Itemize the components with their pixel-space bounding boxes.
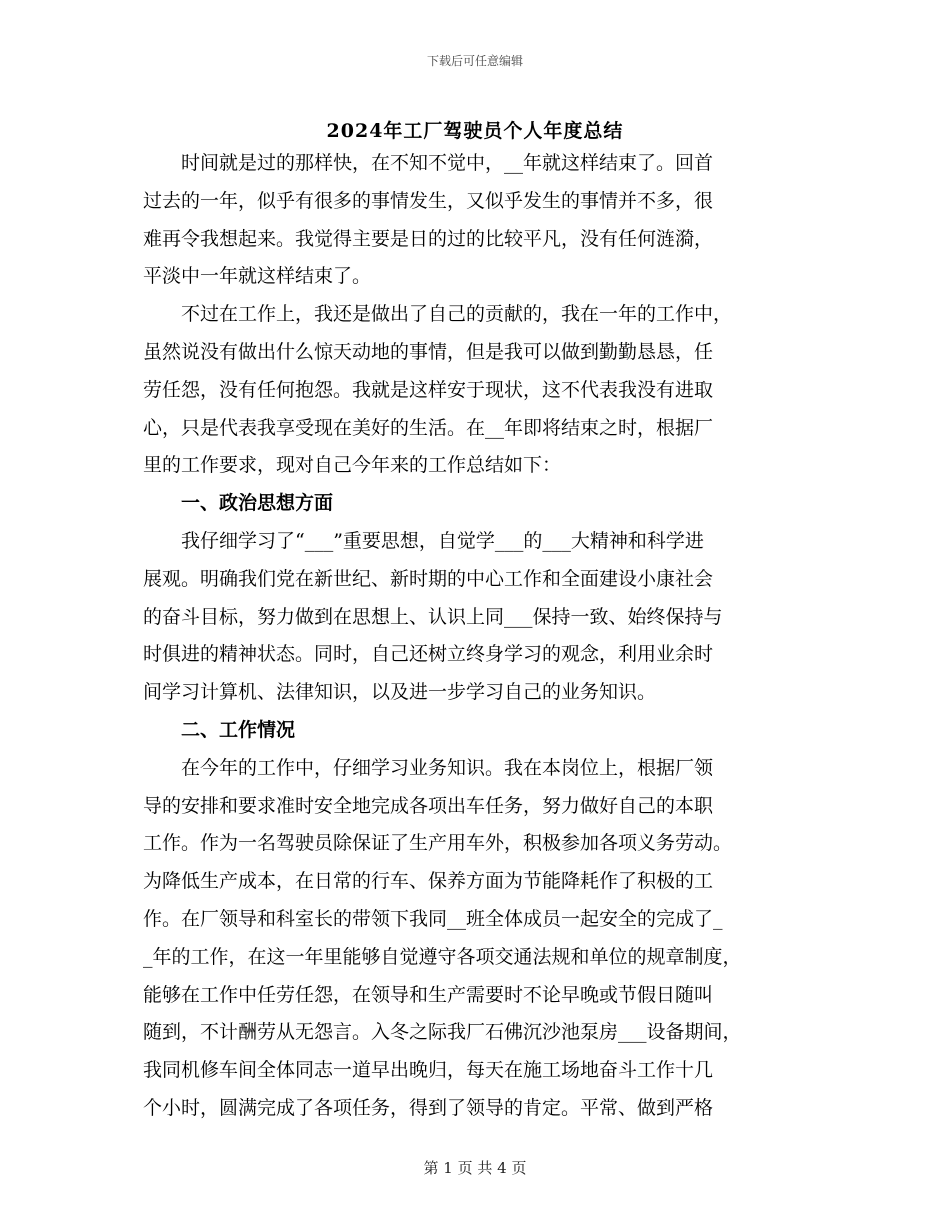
paragraph-line: 我仔细学习了“___”重要思想，自觉学___的___大精神和科学进 <box>181 529 704 552</box>
header-note: 下载后可任意编辑 <box>426 54 523 68</box>
paragraph-line: 作。在厂领导和科室长的带领下我同__班全体成员一起安全的完成了_ <box>143 907 723 930</box>
paragraph-line: 间学习计算机、法律知识，以及进一步学习自己的业务知识。 <box>143 681 657 704</box>
paragraph-line: 过去的一年，似乎有很多的事情发生，又似乎发生的事情并不多，很 <box>143 189 714 212</box>
paragraph-line: 心，只是代表我享受现在美好的生活。在__年即将结束之时，根据厂 <box>143 416 714 439</box>
paragraph-line: 个小时，圆满完成了各项任务，得到了领导的肯定。平常、做到严格 <box>143 1096 714 1119</box>
section-heading-work: 二、工作情况 <box>181 718 296 741</box>
paragraph-line: 我同机修车间全体同志一道早出晚归，每天在施工场地奋斗工作十几 <box>143 1059 714 1082</box>
paragraph-line: 展观。明确我们党在新世纪、新时期的中心工作和全面建设小康社会 <box>143 567 714 590</box>
paragraph-line: 为降低生产成本，在日常的行车、保养方面为节能降耗作了积极的工 <box>143 870 714 893</box>
paragraph-line: 随到，不计酬劳从无怨言。入冬之际我厂石佛沉沙池泵房___设备期间， <box>143 1021 742 1044</box>
paragraph-line: 时俱进的精神状态。同时，自己还树立终身学习的观念，利用业余时 <box>143 643 714 666</box>
paragraph-politics <box>143 523 815 712</box>
document-title: 2024年工厂驾驶员个人年度总结 <box>326 120 624 142</box>
paragraph-line: 能够在工作中任劳任怨，在领导和生产需要时不论早晚或节假日随叫 <box>143 983 714 1006</box>
page-footer: 第 1 页 共 4 页 <box>423 1159 527 1177</box>
document-body <box>143 145 815 1128</box>
paragraph-line: 在今年的工作中，仔细学习业务知识。我在本岗位上，根据厂领 <box>181 756 714 779</box>
paragraph-contribution <box>143 296 815 485</box>
paragraph-intro <box>143 145 815 296</box>
paragraph-line: 时间就是过的那样快，在不知不觉中，__年就这样结束了。回首 <box>181 152 714 174</box>
paragraph-work <box>143 750 815 1128</box>
paragraph-line: 里的工作要求，现对自己今年来的工作总结如下： <box>143 454 562 477</box>
paragraph-line: _年的工作，在这一年里能够自觉遵守各项交通法规和单位的规章制度， <box>143 945 742 968</box>
paragraph-line: 工作。作为一名驾驶员除保证了生产用车外，积极参加各项义务劳动。 <box>143 832 733 855</box>
paragraph-line: 虽然说没有做出什么惊天动地的事情，但是我可以做到勤勤恳恳，任 <box>143 340 714 363</box>
section-heading-politics: 一、政治思想方面 <box>181 492 334 515</box>
paragraph-line: 不过在工作上，我还是做出了自己的贡献的，我在一年的工作中， <box>181 303 733 326</box>
paragraph-line: 难再令我想起来。我觉得主要是日的过的比较平凡，没有任何涟漪， <box>143 227 714 250</box>
paragraph-line: 导的安排和要求准时安全地完成各项出车任务，努力做好自己的本职 <box>143 794 714 817</box>
paragraph-line: 平淡中一年就这样结束了。 <box>143 265 372 288</box>
paragraph-line: 的奋斗目标，努力做到在思想上、认识上同___保持一致、始终保持与 <box>143 605 723 628</box>
paragraph-line: 劳任怨，没有任何抱怨。我就是这样安于现状，这不代表我没有进取 <box>143 378 714 401</box>
